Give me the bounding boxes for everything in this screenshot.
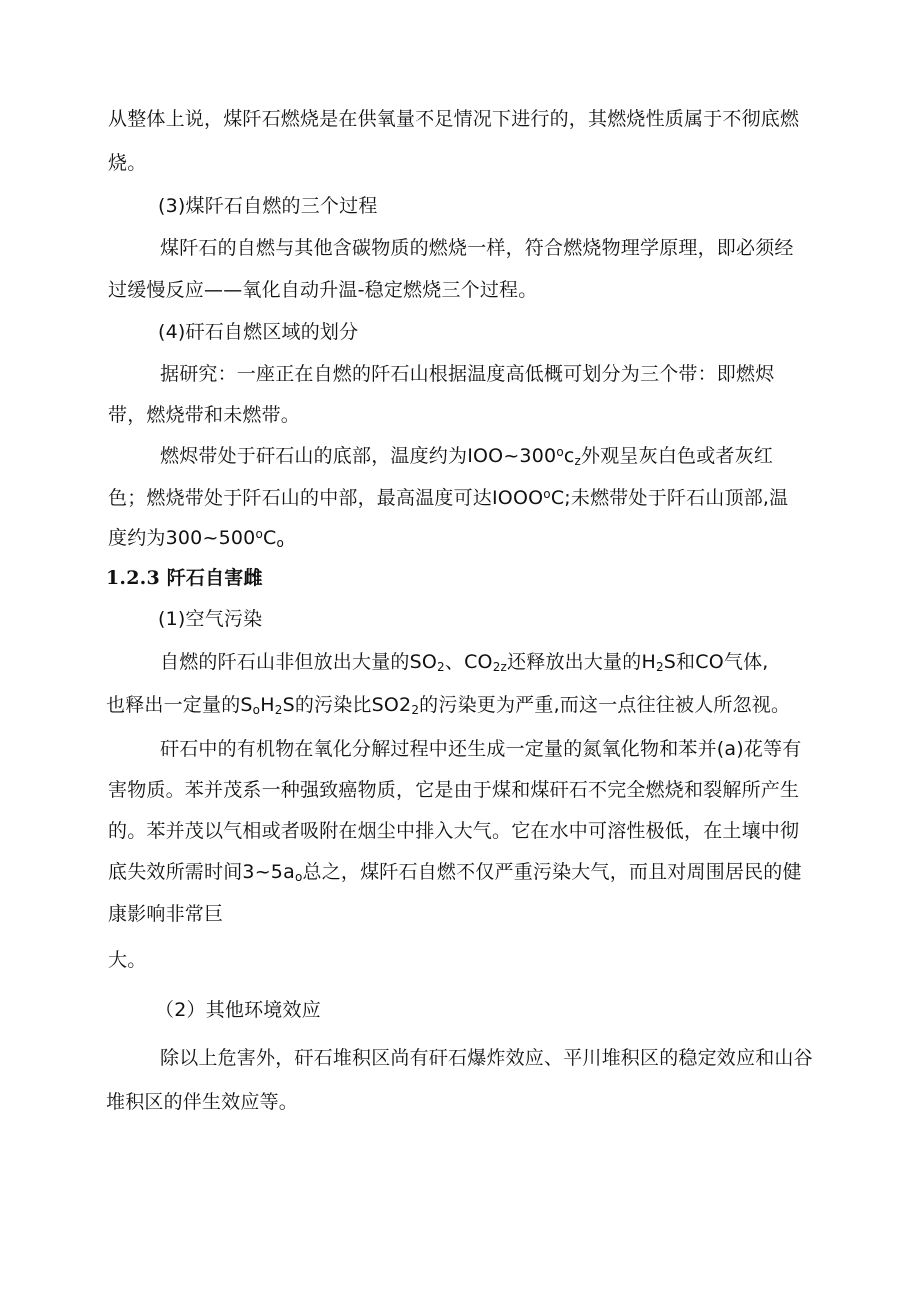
superscript: o	[556, 445, 564, 459]
text-run: C;未燃带处于阡石山顶部,温	[550, 487, 789, 509]
paragraph-5-line-1	[160, 650, 769, 674]
text-run: S的污染比SO2	[282, 694, 412, 716]
section-heading: 1.2.3 阡石自害雌	[106, 567, 263, 589]
text-run: 总之，煤阡石自燃不仅严重污染大气，而且对周围居民的健	[302, 861, 802, 883]
subscript: 2	[274, 703, 283, 717]
paragraph-5-line-2	[106, 693, 790, 717]
subscript: 2	[411, 703, 420, 717]
paragraph-6-line-5: 康影响非常巨	[108, 903, 224, 925]
text-run: C	[263, 527, 277, 549]
paragraph-3-line-2: 带，燃烧带和未燃带。	[108, 404, 301, 426]
text-run: 燃烬带处于矸石山的底部，温度约为IOO~300	[160, 445, 557, 467]
paragraph-7-line-2: 堆积区的伴生效应等。	[106, 1091, 299, 1113]
text-run: 、CO	[444, 651, 493, 673]
superscript: o	[543, 487, 551, 501]
text-run: S和CO气体,	[663, 651, 769, 673]
paragraph-2-line-1: 煤阡石的自燃与其他含碳物质的燃烧一样，符合燃烧物理学原理，即必须经	[160, 237, 794, 259]
text-run: 底失效所需时间3~5a	[108, 861, 295, 883]
text-run: 度约为300~500	[108, 527, 256, 549]
subscript: o	[276, 536, 285, 550]
paragraph-4-line-3	[108, 526, 284, 550]
paragraph-4-line-2	[108, 486, 788, 510]
paragraph-2-line-2: 过缓慢反应——氧化自动升温-稳定燃烧三个过程。	[108, 279, 538, 301]
text-run: 自燃的阡石山非但放出大量的SO	[160, 651, 438, 673]
paragraph-6-line-3: 的。苯并茂以气相或者吸附在烟尘中排入大气。它在水中可溶性极低，在土壤中彻	[108, 820, 800, 842]
superscript: o	[255, 527, 263, 541]
subheading-other-effects: （2）其他环境效应	[155, 999, 321, 1021]
subscript: 2	[655, 660, 664, 674]
paragraph-1-line-1: 从整体上说，煤阡石燃烧是在供氧量不足情况下进行的，其燃烧性质属于不彻底燃	[108, 108, 800, 130]
subheading-4: (4)矸石自燃区域的划分	[158, 321, 359, 343]
paragraph-6-line-1: 矸石中的有机物在氧化分解过程中还生成一定量的氮氧化物和苯并(a)花等有	[160, 738, 802, 760]
text-run: c	[563, 445, 575, 467]
subscript: 2	[437, 660, 445, 674]
subscript: o	[294, 870, 303, 884]
subscript: z	[574, 454, 582, 468]
subheading-air-pollution: (1)空气污染	[158, 608, 263, 630]
subheading-3: (3)煤阡石自燃的三个过程	[158, 195, 378, 217]
text-run: 还释放出大量的H	[507, 651, 656, 673]
text-run: 的污染更为严重,而这一点往往被人所忽视。	[419, 694, 791, 716]
paragraph-7-line-1: 除以上危害外，矸石堆积区尚有矸石爆炸效应、平川堆积区的稳定效应和山谷	[160, 1047, 813, 1069]
paragraph-6-line-6: 大。	[108, 949, 147, 971]
subscript: o	[252, 703, 261, 717]
paragraph-4-line-1	[160, 444, 773, 468]
text-run: 色；燃烧带处于阡石山的中部，最高温度可达IOOO	[108, 487, 544, 509]
paragraph-6-line-4	[108, 860, 802, 884]
text-run: 也释出一定量的S	[106, 694, 253, 716]
subscript: 2z	[492, 660, 508, 674]
paragraph-6-line-2: 害物质。苯并茂系一种强致癌物质，它是由于煤和煤矸石不完全燃烧和裂解所产生	[108, 779, 800, 801]
paragraph-1-line-2: 烧。	[108, 152, 147, 174]
paragraph-3-line-1: 据研究：一座正在自燃的阡石山根据温度高低概可划分为三个带：即燃烬	[160, 363, 775, 385]
text-run: 外观呈灰白色或者灰红	[581, 445, 774, 467]
text-run: H	[260, 694, 275, 716]
